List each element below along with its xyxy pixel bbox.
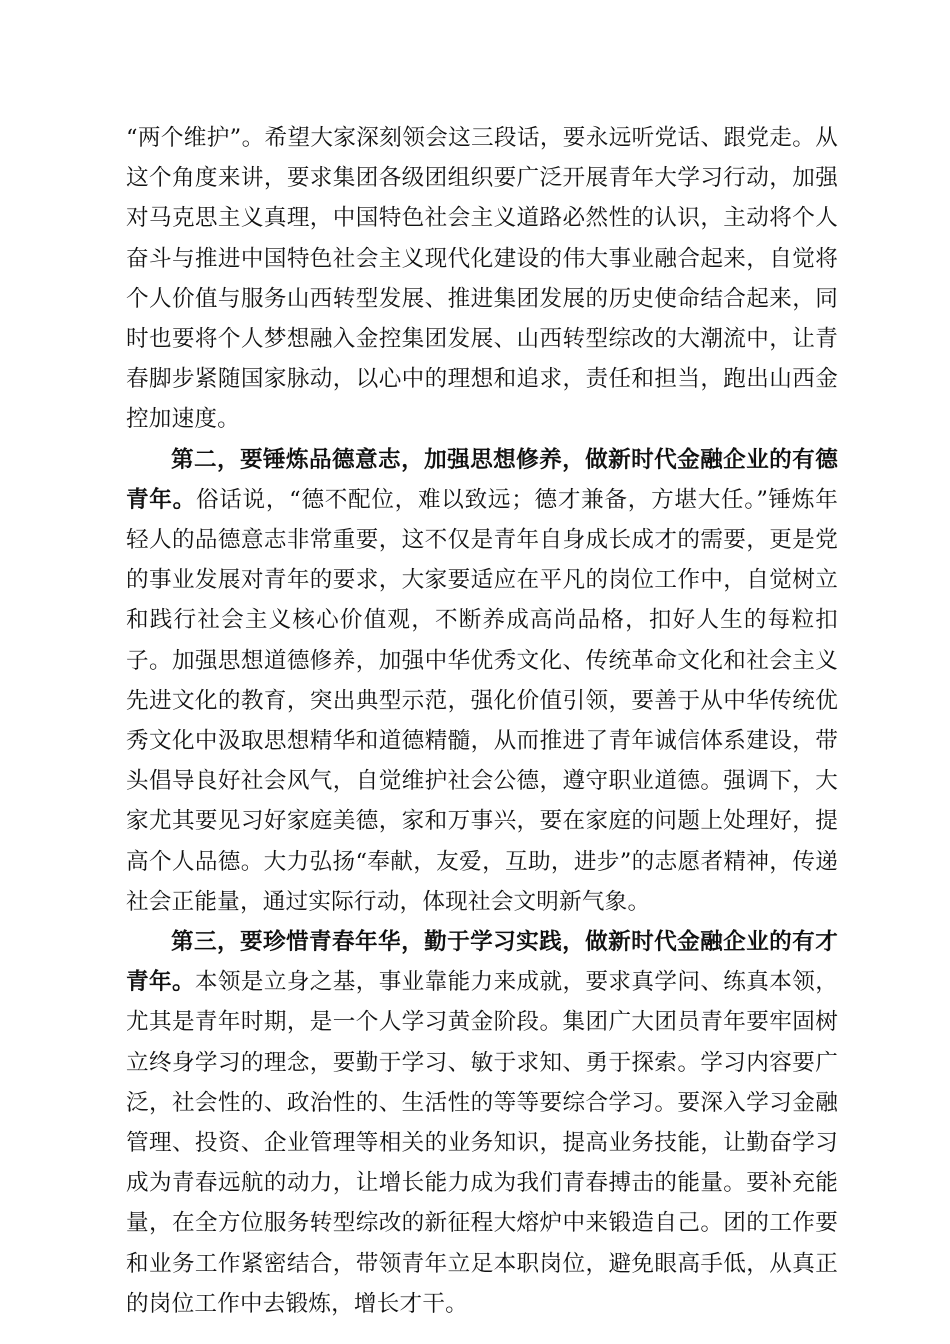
paragraph-lead: 第三，要珍惜青春年华，勤于学习实践，做新时代金融企业的有才青年。 [126, 929, 838, 996]
paragraph-second-point [126, 440, 838, 922]
paragraph-body: 本领是立身之基，事业靠能力来成就，要求真学问、练真本领，尤其是青年时期，是一个人学习黄金阶段。集团广大团员青年要牢固树立终身学习的理念，要勤于学习、敏于求知、勇于探索。学习内容要广泛，社会性的、政治性的、生活性的等等要综合学习。要深入学习金融管理、投资、企业管理等相关的业务知识，提高业务技能，让勤奋学习成为青春远航的动力，让增长能力成为我们青春搏击的能量。要补充能量，在全方位服务转型综改的新征程大熔炉中来锻造自己。团的工作要和业务工作紧密结合，带领青年立足本职岗位，避免眼高手低，从真正的岗位工作中去锻炼，增长才干。 [126, 969, 838, 1317]
paragraph-two-safeguards [126, 118, 838, 440]
document-page [126, 118, 838, 1324]
paragraph-third-point [126, 922, 838, 1324]
paragraph-lead: 第二，要锤炼品德意志，加强思想修养，做新时代金融企业的有德青年。 [126, 446, 838, 513]
paragraph-body: “两个维护”。希望大家深刻领会这三段话，要永远听党话、跟党走。从这个角度来讲，要求集团各级团组织要广泛开展青年大学习行动，加强对马克思主义真理，中国特色社会主义道路必然性的认识，主动将个人奋斗与推进中国特色社会主义现代化建设的伟大事业融合起来，自觉将个人价值与服务山西转型发展、推进集团发展的历史使命结合起来，同时也要将个人梦想融入金控集团发展、山西转型综改的大潮流中，让青春脚步紧随国家脉动，以心中的理想和追求，责任和担当，跑出山西金控加速度。 [126, 125, 838, 433]
paragraph-body: 俗话说，“德不配位，难以致远；德才兼备，方堪大任。”锤炼年轻人的品德意志非常重要，这不仅是青年自身成长成才的需要，更是党的事业发展对青年的要求，大家要适应在平凡的岗位工作中，自觉树立和践行社会主义核心价值观，不断养成高尚品格，扣好人生的每粒扣子。加强思想道德修养，加强中华优秀文化、传统革命文化和社会主义先进文化的教育，突出典型示范，强化价值引领，要善于从中华传统优秀文化中汲取思想精华和道德精髓，从而推进了青年诚信体系建设，带头倡导良好社会风气，自觉维护社会公德，遵守职业道德。强调下，大家尤其要见习好家庭美德，家和万事兴，要在家庭的问题上处理好，提高个人品德。大力弘扬“奉献，友爱，互助，进步”的志愿者精神，传递社会正能量，通过实际行动，体现社会文明新气象。 [126, 486, 838, 915]
